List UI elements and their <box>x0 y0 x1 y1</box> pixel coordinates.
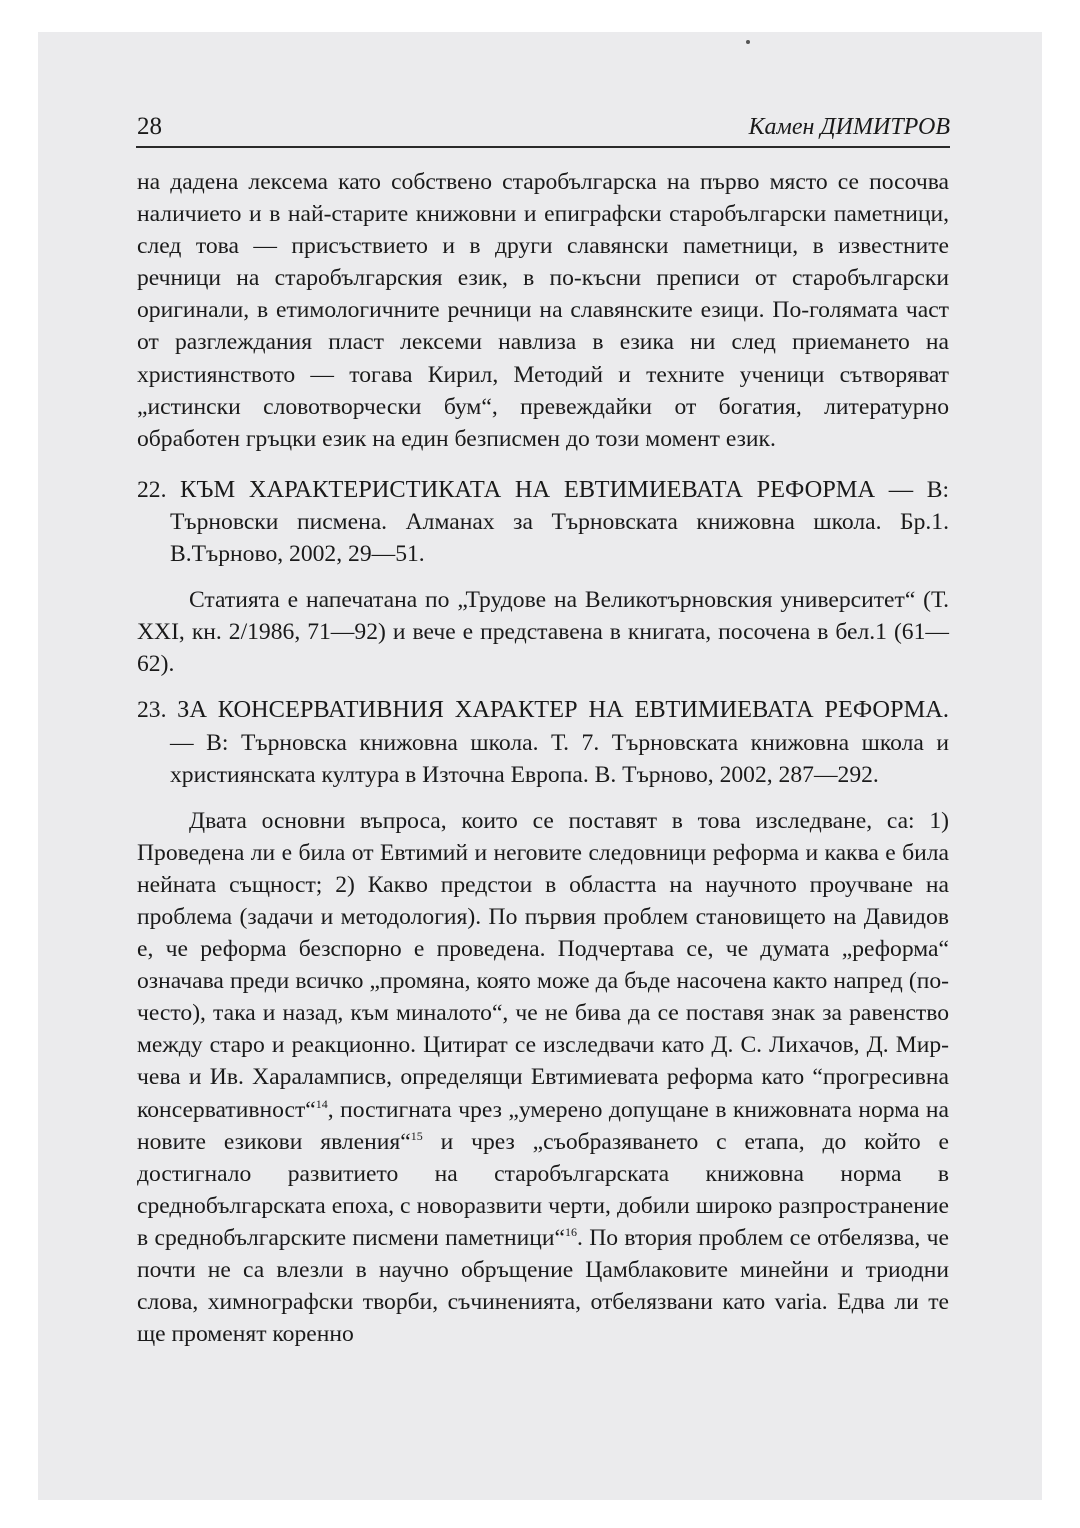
entry-source: В: Търновски писмена. Алманах за Търновската книжовна школа. Бр.1. В.Търново, 2002, 29—51. <box>170 476 949 568</box>
page-number: 28 <box>137 113 162 140</box>
spacer <box>137 455 949 474</box>
author-surname: ДИМИТРОВ <box>820 114 950 140</box>
paragraph-continuation: на дадена лексема като собствено старобългарска на първо място се посочва наличието и в най-старите книжовни и епиграфски старобългарски паметници, след това — присъствието и в други славянски паметници, в известните речници на старобългарския език, в по-късни преписи от старобългарски оригинали, в етимологичните речници на славянските езици. По-голямата част от разглеждания пласт лексеми навлиза в езика ни след приемането на християнството — тогава Кирил, Методий и техните ученици сътворяват „истински словотворчески бум“, превеждайки от богатия, литературно обработен гръцки език на един безписмен до този момент език. <box>137 169 949 452</box>
footnote-ref-16: 16 <box>564 1225 577 1240</box>
entry-number: 23. <box>137 697 167 724</box>
main-text <box>137 166 949 1350</box>
spacer <box>137 680 949 694</box>
bibliography-entry-22 <box>137 474 949 570</box>
footnote-ref-15: 15 <box>410 1128 423 1143</box>
scan-speck <box>746 40 750 44</box>
entry-title: КЪМ ХАРАКТЕРИСТИКАТА НА ЕВТИМИЕВАТА РЕФОРМА — <box>180 475 914 503</box>
entry-source: — В: Търновска книжовна школа. Т. 7. Търновската книжовна школа и християнската култура в Източна Европа. В. Търново, 2002, 287—292. <box>170 729 949 788</box>
entry-number: 22. <box>137 476 167 503</box>
author-prefix: Камен <box>748 114 815 140</box>
header-rule <box>136 146 950 148</box>
bibliography-entry-23 <box>137 694 949 790</box>
entry-22-note: Статията е напечатана по „Трудове на Великотърновския университет“ (Т. XXI, кн. 2/1986, 71—92) и вече е представена в книгата, посочена в бел.1 (61—62). <box>137 587 949 678</box>
entry-title: ЗА КОНСЕРВАТИВНИЯ ХАРАКТЕР НА ЕВТИМИЕВАТА РЕФОРМА. <box>177 696 949 724</box>
spacer <box>137 791 949 805</box>
running-header <box>749 112 950 142</box>
paragraph-discussion: Двата основни въпроса, които се поставят в това изследване, са: 1) Проведена ли е била от Евтимий и неговите следовници реформа и каква е била нейната същност; 2) Какво предстои в областта на научното проучване на проблема (задачи и методология). По първия проблем становището на Давидов е, че реформа безспорно е проведена. Подчертава се, че думата „реформа“ означава преди всичко „промяна, която може да бъде насочена както напред (по-често), така и назад, към миналото“, че не бива да се поставя знак за равенство между старо и реакционно. Цитират се изследвачи като Д. С. Лихачов, Д. Мирчева и Ив. Хараламписв, определящи Евтимиевата реформа като “прогресивна консервативност“$^{14}$, постигната чрез „умерено допущане в книжовната норма на новите езикови явления“$^{15}$ и чрез „съобразяването с етапа, до който е достигнало развитието на старобългарската книжовна норма в среднобългарската епоха, с новоразвити черти, добили широко разпространение в среднобългарските писмени паметници“$^{16}$. По втория проблем се отбелязва, че почти не са влезли в научно обръщение Цамблаковите минейни и триодни слова, химнографски творби, съчиненията, отбелязвани като varia. Едва ли те ще променят коренно <box>137 807 949 1348</box>
footnote-ref-14: 14 <box>315 1096 328 1111</box>
spacer <box>137 570 949 584</box>
